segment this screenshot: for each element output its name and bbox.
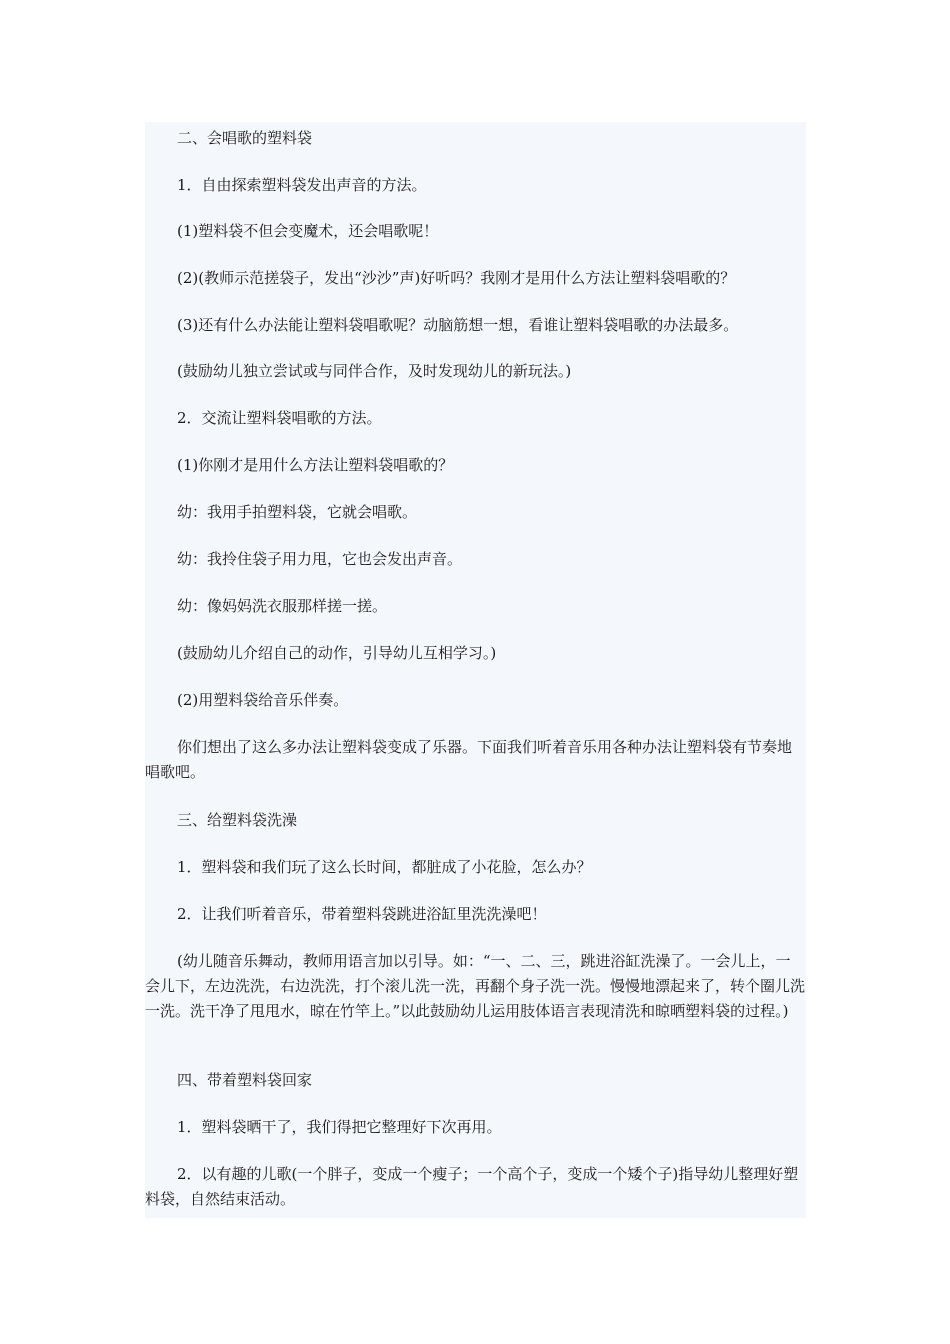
note-encourage-share: (鼓励幼儿介绍自己的动作，引导幼儿互相学习。) <box>177 644 497 662</box>
prompt-bag-sings: (1)塑料袋不但会变魔术，还会唱歌呢！ <box>177 222 439 240</box>
step-explore-sounds: 1．自由探索塑料袋发出声音的方法。 <box>177 176 427 194</box>
section-heading-3: 三、给塑料袋洗澡 <box>177 811 298 829</box>
prompt-other-methods: (3)还有什么办法能让塑料袋唱歌呢？动脑筋想一想，看谁让塑料袋唱歌的办法最多。 <box>177 316 739 334</box>
note-encourage-try: (鼓励幼儿独立尝试或与同伴合作，及时发现幼儿的新玩法。) <box>177 362 572 380</box>
paragraph-instruments: 你们想出了这么多办法让塑料袋变成了乐器。下面我们听着音乐用各种办法让塑料袋有节奏地唱歌吧。 <box>145 738 793 781</box>
child-answer-rub: 幼：像妈妈洗衣服那样搓一搓。 <box>177 597 388 615</box>
section-heading-4: 四、带着塑料袋回家 <box>177 1071 313 1089</box>
child-answer-swing: 幼：我拎住袋子用力甩，它也会发出声音。 <box>177 550 463 568</box>
section-heading-2: 二、会唱歌的塑料袋 <box>177 129 313 147</box>
step-accompany-music: (2)用塑料袋给音乐伴奏。 <box>177 691 349 709</box>
prompt-teacher-demo: (2)(教师示范搓袋子，发出“沙沙”声)好听吗？我刚才是用什么方法让塑料袋唱歌的？ <box>177 269 736 287</box>
question-what-method: (1)你刚才是用什么方法让塑料袋唱歌的？ <box>177 456 454 474</box>
document-content-panel <box>145 122 806 1218</box>
step-bath-music: 2．让我们听着音乐，带着塑料袋跳进浴缸里洗洗澡吧！ <box>177 905 547 923</box>
step-dirty-bag: 1．塑料袋和我们玩了这么长时间，都脏成了小花脸，怎么办？ <box>177 858 592 876</box>
step-dry-organize: 1．塑料袋晒干了，我们得把它整理好下次再用。 <box>177 1118 502 1136</box>
paragraph-dance-guide: (幼儿随音乐舞动，教师用语言加以引导。如：“一、二、三，跳进浴缸洗澡了。一会儿上，一会儿下，左边洗洗，右边洗洗，打个滚儿洗一洗，再翻个身子洗一洗。慢慢地漂起来了，转个圈儿洗一洗。洗干净了甩甩水，晾在竹竿上。”以此鼓励幼儿运用肢体语言表现清洗和晾晒塑料袋的过程。) <box>145 952 806 1020</box>
step-share-methods: 2．交流让塑料袋唱歌的方法。 <box>177 409 382 427</box>
paragraph-nursery-rhyme: 2．以有趣的儿歌(一个胖子，变成一个瘦子；一个高个子，变成一个矮个子)指导幼儿整理好塑料袋，自然结束活动。 <box>145 1165 799 1208</box>
child-answer-clap: 幼：我用手拍塑料袋，它就会唱歌。 <box>177 503 418 521</box>
